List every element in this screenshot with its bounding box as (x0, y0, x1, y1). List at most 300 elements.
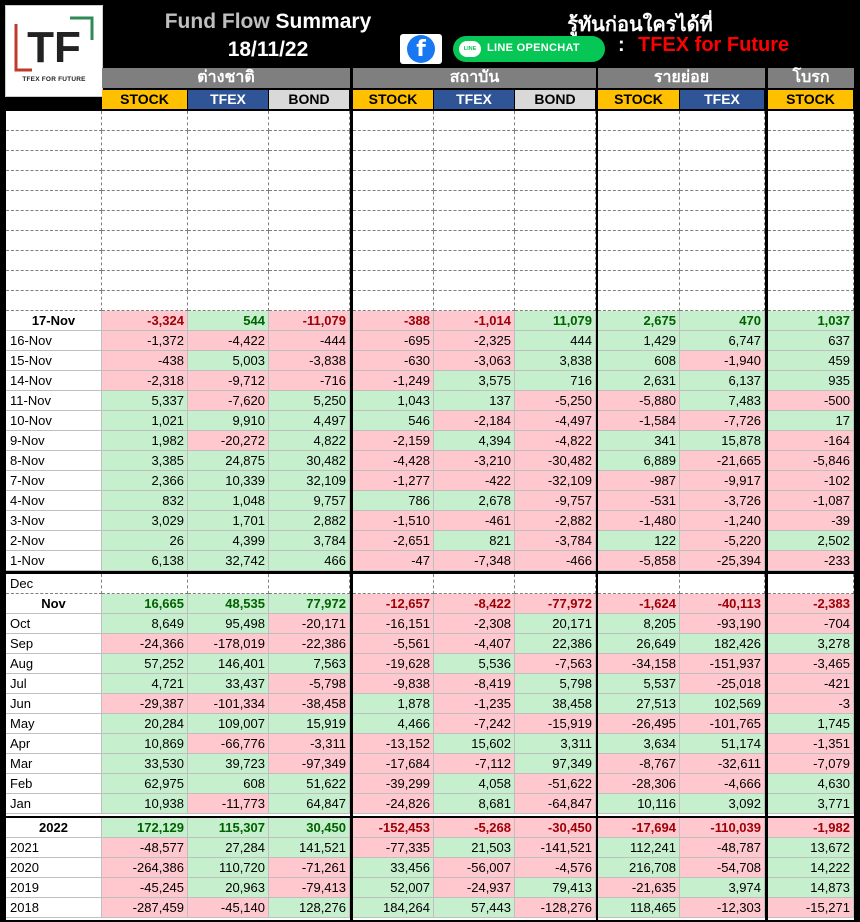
monthly-row-label: Apr (6, 734, 102, 754)
daily-summary-row-retail-tfex: 470 (680, 311, 765, 331)
monthly-summary-row-institution-tfex: -8,422 (434, 594, 515, 614)
empty-row-3-cell (434, 171, 515, 191)
empty-row-6-cell (102, 231, 188, 251)
daily-row-foreign-stock: 6,138 (102, 551, 188, 571)
daily-summary-row-retail-stock: 2,675 (598, 311, 680, 331)
daily-row-institution-tfex: -461 (434, 511, 515, 531)
daily-row-foreign-stock: 832 (102, 491, 188, 511)
separator-colon: : (618, 34, 625, 56)
daily-row-broker-stock: 637 (768, 331, 854, 351)
yearly-row-institution-tfex: 57,443 (434, 898, 515, 918)
empty-row-3-cell (6, 171, 102, 191)
empty-row-9-cell (6, 291, 102, 311)
daily-row-institution-stock: -2,159 (353, 431, 434, 451)
monthly-row-institution-bond: -7,563 (515, 654, 596, 674)
empty-row-dec-cell (269, 574, 350, 594)
monthly-row-broker-stock: 3,278 (768, 634, 854, 654)
empty-row-0-cell (680, 111, 765, 131)
daily-row-broker-stock: -39 (768, 511, 854, 531)
monthly-row-retail-tfex: -101,765 (680, 714, 765, 734)
empty-row-2-cell (102, 151, 188, 171)
daily-row-institution-bond: -4,497 (515, 411, 596, 431)
yearly-row-foreign-bond: 141,521 (269, 838, 350, 858)
empty-row-7-cell (102, 251, 188, 271)
daily-row-label: 4-Nov (6, 491, 102, 511)
yearly-row-institution-tfex: 21,503 (434, 838, 515, 858)
monthly-summary-row-foreign-tfex: 48,535 (188, 594, 269, 614)
daily-row-institution-stock: -1,277 (353, 471, 434, 491)
daily-row-foreign-stock: 3,385 (102, 451, 188, 471)
monthly-row-broker-stock: -7,079 (768, 754, 854, 774)
daily-row-institution-bond: -4,822 (515, 431, 596, 451)
yearly-row-retail-stock: 216,708 (598, 858, 680, 878)
yearly-summary-row-institution-stock: -152,453 (353, 818, 434, 838)
empty-row-4-cell (515, 191, 596, 211)
daily-row-institution-bond: -5,250 (515, 391, 596, 411)
empty-row-4-cell (768, 191, 854, 211)
daily-row-foreign-bond: 9,757 (269, 491, 350, 511)
empty-row-5-cell (598, 211, 680, 231)
daily-row-foreign-bond: 32,109 (269, 471, 350, 491)
group-divider (596, 68, 598, 922)
group-header-institution: สถาบัน (353, 68, 596, 88)
empty-row-6-cell (598, 231, 680, 251)
daily-row-broker-stock: -233 (768, 551, 854, 571)
daily-row-foreign-tfex: -7,620 (188, 391, 269, 411)
line-openchat-label: LINE OPENCHAT (487, 42, 580, 54)
group-header-broker: โบรก (768, 68, 854, 88)
empty-row-2-cell (680, 151, 765, 171)
daily-row-label: 11-Nov (6, 391, 102, 411)
monthly-row-institution-bond: 20,171 (515, 614, 596, 634)
daily-row-foreign-stock: -438 (102, 351, 188, 371)
daily-row-institution-bond: -30,482 (515, 451, 596, 471)
empty-row-0-cell (434, 111, 515, 131)
yearly-summary-row-foreign-tfex: 115,307 (188, 818, 269, 838)
daily-row-foreign-bond: 466 (269, 551, 350, 571)
tfex-for-future-label: TFEX for Future (638, 34, 790, 56)
empty-row-9-cell (434, 291, 515, 311)
empty-row-3-cell (102, 171, 188, 191)
line-openchat-button[interactable] (453, 36, 605, 62)
monthly-summary-row-foreign-stock: 16,665 (102, 594, 188, 614)
empty-row-1-cell (680, 131, 765, 151)
yearly-row-retail-tfex: 3,974 (680, 878, 765, 898)
empty-row-0-cell (598, 111, 680, 131)
empty-row-9-cell (353, 291, 434, 311)
daily-row-institution-bond: -9,757 (515, 491, 596, 511)
monthly-row-foreign-bond: -38,458 (269, 694, 350, 714)
empty-row-3-cell (515, 171, 596, 191)
yearly-row-foreign-tfex: 27,284 (188, 838, 269, 858)
monthly-row-retail-stock: 10,116 (598, 794, 680, 814)
monthly-row-institution-bond: 38,458 (515, 694, 596, 714)
empty-row-4-cell (102, 191, 188, 211)
yearly-summary-row-retail-tfex: -110,039 (680, 818, 765, 838)
daily-row-institution-tfex: -2,184 (434, 411, 515, 431)
monthly-row-foreign-tfex: 146,401 (188, 654, 269, 674)
daily-row-institution-stock: -695 (353, 331, 434, 351)
empty-row-8-cell (515, 271, 596, 291)
monthly-row-retail-stock: -28,306 (598, 774, 680, 794)
empty-row-3-cell (768, 171, 854, 191)
monthly-row-retail-tfex: -93,190 (680, 614, 765, 634)
daily-row-foreign-tfex: 24,875 (188, 451, 269, 471)
empty-row-1-cell (102, 131, 188, 151)
empty-row-8-cell (434, 271, 515, 291)
monthly-row-retail-stock: -26,495 (598, 714, 680, 734)
monthly-row-institution-tfex: -2,308 (434, 614, 515, 634)
daily-row-retail-stock: -5,880 (598, 391, 680, 411)
empty-row-0-cell (353, 111, 434, 131)
empty-row-5-cell (269, 211, 350, 231)
daily-row-institution-tfex: -2,325 (434, 331, 515, 351)
monthly-row-institution-tfex: 8,681 (434, 794, 515, 814)
monthly-summary-row-label: Nov (6, 594, 102, 614)
monthly-row-foreign-tfex: -101,334 (188, 694, 269, 714)
empty-row-2-cell (188, 151, 269, 171)
daily-row-foreign-stock: -2,318 (102, 371, 188, 391)
yearly-row-foreign-bond: 128,276 (269, 898, 350, 918)
daily-summary-row-institution-tfex: -1,014 (434, 311, 515, 331)
daily-row-label: 2-Nov (6, 531, 102, 551)
monthly-row-foreign-tfex: -178,019 (188, 634, 269, 654)
daily-row-retail-tfex: -3,726 (680, 491, 765, 511)
monthly-row-foreign-stock: 20,284 (102, 714, 188, 734)
monthly-row-label: Aug (6, 654, 102, 674)
facebook-icon[interactable]: f (400, 34, 442, 64)
daily-summary-row-label: 17-Nov (6, 311, 102, 331)
empty-row-7-cell (598, 251, 680, 271)
yearly-row-foreign-bond: -71,261 (269, 858, 350, 878)
monthly-row-foreign-tfex: 33,437 (188, 674, 269, 694)
daily-row-broker-stock: 2,502 (768, 531, 854, 551)
daily-row-institution-tfex: 2,678 (434, 491, 515, 511)
daily-row-institution-bond: -466 (515, 551, 596, 571)
yearly-row-broker-stock: 13,672 (768, 838, 854, 858)
monthly-row-retail-tfex: 3,092 (680, 794, 765, 814)
daily-row-retail-tfex: -9,917 (680, 471, 765, 491)
monthly-row-institution-tfex: -7,242 (434, 714, 515, 734)
daily-row-foreign-stock: -1,372 (102, 331, 188, 351)
monthly-row-institution-stock: 4,466 (353, 714, 434, 734)
daily-row-institution-stock: 786 (353, 491, 434, 511)
empty-row-dec-cell (515, 574, 596, 594)
empty-row-4-cell (434, 191, 515, 211)
daily-row-institution-bond: 716 (515, 371, 596, 391)
daily-row-foreign-bond: -444 (269, 331, 350, 351)
svg-text:TF: TF (27, 23, 81, 72)
subheader-institution-stock: STOCK (353, 90, 433, 109)
monthly-row-institution-stock: 1,878 (353, 694, 434, 714)
monthly-row-institution-stock: -9,838 (353, 674, 434, 694)
daily-row-foreign-tfex: -9,712 (188, 371, 269, 391)
daily-row-foreign-tfex: -20,272 (188, 431, 269, 451)
empty-row-dec-cell (353, 574, 434, 594)
empty-row-dec-cell (768, 574, 854, 594)
empty-row-3-cell (269, 171, 350, 191)
daily-row-foreign-bond: 4,497 (269, 411, 350, 431)
monthly-row-institution-stock: -16,151 (353, 614, 434, 634)
daily-row-foreign-tfex: 10,339 (188, 471, 269, 491)
daily-row-retail-stock: -1,480 (598, 511, 680, 531)
empty-row-5-cell (6, 211, 102, 231)
empty-row-6-cell (6, 231, 102, 251)
empty-row-6-cell (515, 231, 596, 251)
subheader-broker-stock: STOCK (768, 90, 853, 109)
daily-row-retail-stock: 2,631 (598, 371, 680, 391)
empty-row-6-cell (269, 231, 350, 251)
yearly-row-institution-stock: -77,335 (353, 838, 434, 858)
daily-row-foreign-stock: 1,021 (102, 411, 188, 431)
empty-row-7-cell (680, 251, 765, 271)
tagline: รู้ทันก่อนใครได้ที่ (567, 14, 713, 36)
monthly-row-foreign-stock: -24,366 (102, 634, 188, 654)
yearly-row-institution-bond: -4,576 (515, 858, 596, 878)
daily-row-institution-tfex: 137 (434, 391, 515, 411)
monthly-row-foreign-tfex: 95,498 (188, 614, 269, 634)
daily-row-label: 3-Nov (6, 511, 102, 531)
yearly-summary-row-foreign-bond: 30,450 (269, 818, 350, 838)
empty-row-2-cell (598, 151, 680, 171)
monthly-row-institution-stock: -13,152 (353, 734, 434, 754)
daily-row-foreign-tfex: 1,701 (188, 511, 269, 531)
monthly-row-foreign-bond: -3,311 (269, 734, 350, 754)
empty-row-8-cell (598, 271, 680, 291)
yearly-row-institution-tfex: -24,937 (434, 878, 515, 898)
monthly-row-foreign-stock: 10,869 (102, 734, 188, 754)
monthly-row-foreign-bond: -5,798 (269, 674, 350, 694)
empty-row-1-cell (6, 131, 102, 151)
daily-row-label: 8-Nov (6, 451, 102, 471)
yearly-row-institution-bond: 79,413 (515, 878, 596, 898)
daily-row-retail-tfex: -1,940 (680, 351, 765, 371)
empty-row-8-cell (768, 271, 854, 291)
monthly-summary-row-foreign-bond: 77,972 (269, 594, 350, 614)
daily-row-institution-tfex: 821 (434, 531, 515, 551)
monthly-row-label: Sep (6, 634, 102, 654)
daily-row-label: 10-Nov (6, 411, 102, 431)
yearly-row-retail-stock: -21,635 (598, 878, 680, 898)
daily-row-institution-bond: -32,109 (515, 471, 596, 491)
daily-row-foreign-bond: 30,482 (269, 451, 350, 471)
monthly-row-institution-tfex: 4,058 (434, 774, 515, 794)
empty-row-4-cell (188, 191, 269, 211)
header-bar (0, 0, 860, 66)
monthly-row-institution-tfex: -1,235 (434, 694, 515, 714)
monthly-row-broker-stock: -3,465 (768, 654, 854, 674)
monthly-row-foreign-tfex: 608 (188, 774, 269, 794)
empty-row-6-cell (353, 231, 434, 251)
daily-row-foreign-stock: 5,337 (102, 391, 188, 411)
monthly-row-foreign-stock: 57,252 (102, 654, 188, 674)
empty-row-7-cell (6, 251, 102, 271)
daily-row-broker-stock: -164 (768, 431, 854, 451)
monthly-row-broker-stock: 4,630 (768, 774, 854, 794)
monthly-row-retail-tfex: -32,611 (680, 754, 765, 774)
empty-row-2-cell (515, 151, 596, 171)
yearly-row-foreign-tfex: -45,140 (188, 898, 269, 918)
empty-row-9-cell (515, 291, 596, 311)
daily-row-label: 9-Nov (6, 431, 102, 451)
daily-row-retail-stock: -987 (598, 471, 680, 491)
empty-row-4-cell (269, 191, 350, 211)
yearly-row-broker-stock: 14,873 (768, 878, 854, 898)
monthly-row-foreign-stock: 62,975 (102, 774, 188, 794)
daily-row-foreign-tfex: 5,003 (188, 351, 269, 371)
yearly-row-retail-stock: 118,465 (598, 898, 680, 918)
monthly-row-institution-tfex: 5,536 (434, 654, 515, 674)
page-title: Fund Flow Summary (164, 10, 372, 33)
empty-row-5-cell (353, 211, 434, 231)
empty-row-5-cell (515, 211, 596, 231)
daily-row-foreign-tfex: 32,742 (188, 551, 269, 571)
empty-row-4-cell (598, 191, 680, 211)
daily-row-institution-tfex: 3,575 (434, 371, 515, 391)
logo-caption: TFEX FOR FUTURE (22, 76, 86, 83)
yearly-row-label: 2021 (6, 838, 102, 858)
monthly-row-foreign-tfex: -66,776 (188, 734, 269, 754)
daily-row-retail-tfex: 6,747 (680, 331, 765, 351)
daily-row-retail-stock: 6,889 (598, 451, 680, 471)
monthly-row-institution-stock: -5,561 (353, 634, 434, 654)
daily-row-retail-tfex: -25,394 (680, 551, 765, 571)
daily-row-foreign-tfex: 4,399 (188, 531, 269, 551)
daily-row-foreign-bond: -3,838 (269, 351, 350, 371)
empty-row-5-cell (768, 211, 854, 231)
daily-summary-row-institution-bond: 11,079 (515, 311, 596, 331)
yearly-row-institution-stock: 52,007 (353, 878, 434, 898)
daily-row-retail-stock: 608 (598, 351, 680, 371)
daily-row-institution-bond: 3,838 (515, 351, 596, 371)
empty-row-6-cell (434, 231, 515, 251)
empty-row-1-cell (188, 131, 269, 151)
empty-row-6-cell (768, 231, 854, 251)
daily-row-institution-tfex: -3,063 (434, 351, 515, 371)
daily-row-broker-stock: 935 (768, 371, 854, 391)
monthly-row-label: Jul (6, 674, 102, 694)
yearly-row-label: 2019 (6, 878, 102, 898)
daily-row-broker-stock: 17 (768, 411, 854, 431)
monthly-row-broker-stock: -1,351 (768, 734, 854, 754)
subheader-institution-tfex: TFEX (434, 90, 514, 109)
report-date: 18/11/22 (227, 38, 309, 61)
yearly-row-foreign-stock: -45,245 (102, 878, 188, 898)
empty-row-0-cell (768, 111, 854, 131)
daily-row-foreign-tfex: -4,422 (188, 331, 269, 351)
daily-row-retail-stock: -5,858 (598, 551, 680, 571)
daily-row-broker-stock: -102 (768, 471, 854, 491)
monthly-row-retail-tfex: -151,937 (680, 654, 765, 674)
monthly-row-foreign-stock: -29,387 (102, 694, 188, 714)
monthly-row-retail-tfex: -4,666 (680, 774, 765, 794)
yearly-row-broker-stock: 14,222 (768, 858, 854, 878)
monthly-row-institution-stock: -39,299 (353, 774, 434, 794)
empty-row-0-cell (269, 111, 350, 131)
monthly-row-foreign-stock: 8,649 (102, 614, 188, 634)
monthly-row-foreign-tfex: 109,007 (188, 714, 269, 734)
monthly-row-foreign-bond: 64,847 (269, 794, 350, 814)
monthly-row-retail-tfex: 182,426 (680, 634, 765, 654)
empty-row-5-cell (102, 211, 188, 231)
daily-row-institution-stock: 546 (353, 411, 434, 431)
subheader-retail-stock: STOCK (598, 90, 679, 109)
daily-row-retail-stock: -531 (598, 491, 680, 511)
empty-row-7-cell (269, 251, 350, 271)
empty-row-8-cell (680, 271, 765, 291)
empty-row-6-cell (188, 231, 269, 251)
monthly-row-foreign-stock: 10,938 (102, 794, 188, 814)
group-divider (765, 68, 768, 922)
monthly-summary-row-institution-bond: -77,972 (515, 594, 596, 614)
empty-row-9-cell (768, 291, 854, 311)
daily-row-foreign-bond: 5,250 (269, 391, 350, 411)
yearly-row-institution-stock: 184,264 (353, 898, 434, 918)
daily-row-institution-tfex: -3,210 (434, 451, 515, 471)
empty-row-1-cell (515, 131, 596, 151)
empty-row-5-cell (188, 211, 269, 231)
yearly-row-foreign-tfex: 20,963 (188, 878, 269, 898)
daily-row-foreign-stock: 3,029 (102, 511, 188, 531)
daily-row-retail-tfex: 15,878 (680, 431, 765, 451)
daily-row-institution-stock: -47 (353, 551, 434, 571)
empty-row-9-cell (102, 291, 188, 311)
yearly-row-retail-tfex: -54,708 (680, 858, 765, 878)
yearly-row-institution-bond: -128,276 (515, 898, 596, 918)
monthly-row-retail-stock: -8,767 (598, 754, 680, 774)
subheader-foreign-bond: BOND (269, 90, 349, 109)
monthly-row-foreign-stock: 4,721 (102, 674, 188, 694)
yearly-summary-row-institution-tfex: -5,268 (434, 818, 515, 838)
daily-summary-row-institution-stock: -388 (353, 311, 434, 331)
monthly-row-institution-bond: 97,349 (515, 754, 596, 774)
empty-row-dec-cell (102, 574, 188, 594)
yearly-row-retail-tfex: -48,787 (680, 838, 765, 858)
empty-row-1-cell (768, 131, 854, 151)
monthly-row-retail-stock: 3,634 (598, 734, 680, 754)
yearly-summary-row-label: 2022 (6, 818, 102, 838)
monthly-row-retail-stock: 8,205 (598, 614, 680, 634)
empty-row-dec-cell (434, 574, 515, 594)
empty-row-2-cell (6, 151, 102, 171)
subheader-institution-bond: BOND (515, 90, 595, 109)
monthly-summary-row-retail-tfex: -40,113 (680, 594, 765, 614)
empty-row-8-cell (102, 271, 188, 291)
daily-summary-row-foreign-stock: -3,324 (102, 311, 188, 331)
daily-row-institution-tfex: -7,348 (434, 551, 515, 571)
empty-row-3-cell (598, 171, 680, 191)
empty-row-9-cell (680, 291, 765, 311)
empty-row-4-cell (680, 191, 765, 211)
monthly-summary-row-institution-stock: -12,657 (353, 594, 434, 614)
monthly-row-foreign-tfex: 39,723 (188, 754, 269, 774)
yearly-summary-row-broker-stock: -1,982 (768, 818, 854, 838)
daily-row-label: 16-Nov (6, 331, 102, 351)
empty-row-7-cell (353, 251, 434, 271)
monthly-row-broker-stock: -704 (768, 614, 854, 634)
logo-mark-icon (12, 14, 96, 74)
yearly-row-institution-bond: -141,521 (515, 838, 596, 858)
daily-row-retail-stock: 341 (598, 431, 680, 451)
yearly-row-label: 2020 (6, 858, 102, 878)
daily-row-retail-stock: 122 (598, 531, 680, 551)
daily-row-institution-stock: 1,043 (353, 391, 434, 411)
empty-row-1-cell (598, 131, 680, 151)
empty-row-1-cell (269, 131, 350, 151)
daily-row-institution-bond: -3,784 (515, 531, 596, 551)
tf-logo (5, 5, 103, 97)
empty-row-4-cell (353, 191, 434, 211)
